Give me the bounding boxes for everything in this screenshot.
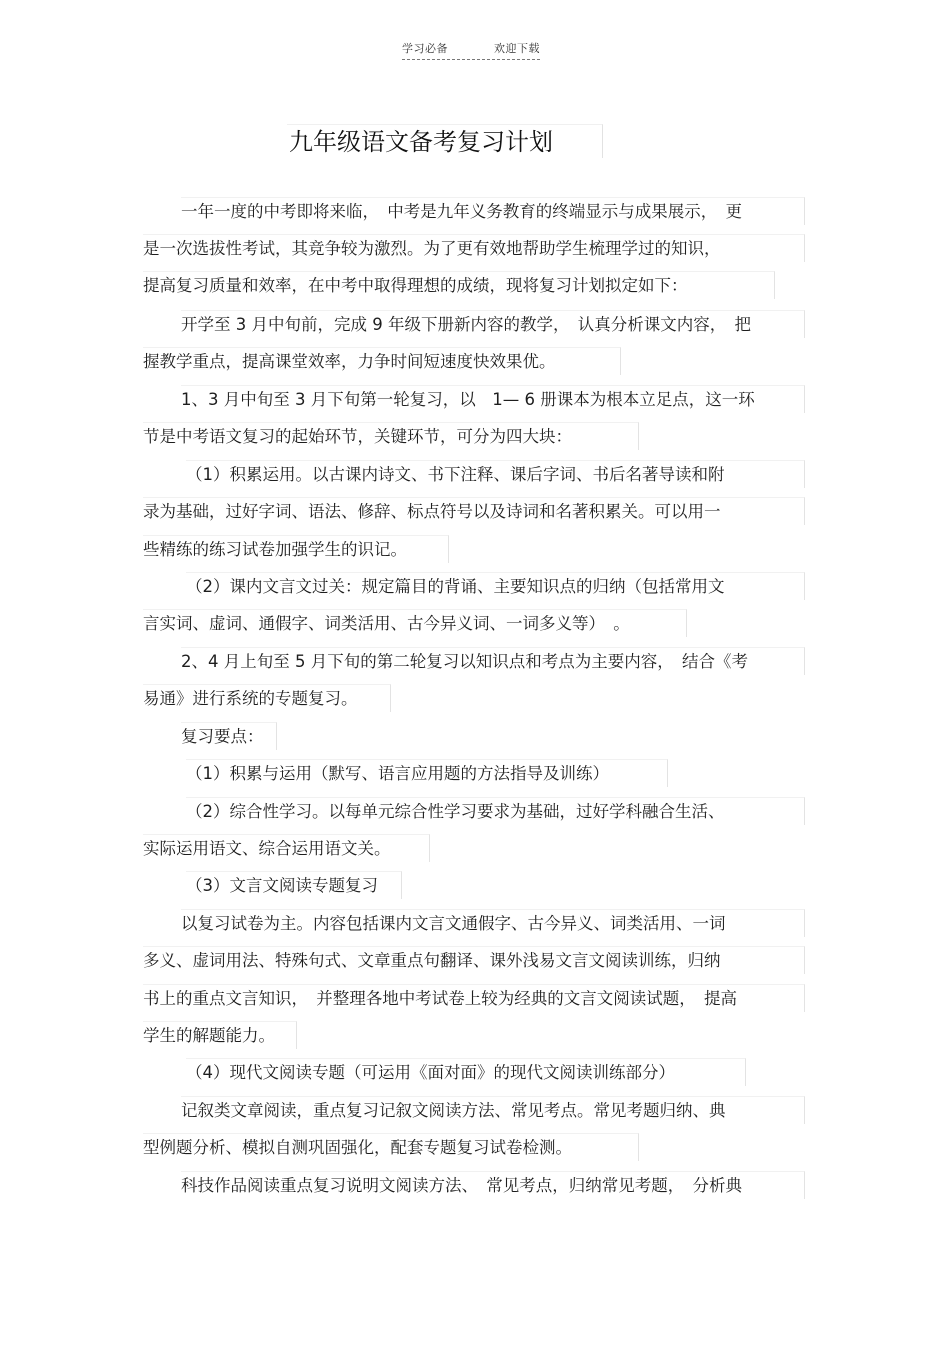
body-line: 提高复习质量和效率，在中考中取得理想的成绩，现将复习计划拟定如下： [143,271,775,299]
body-line: 开学至 3 月中旬前，完成 9 年级下册新内容的教学， 认真分析课文内容， 把 [181,310,805,338]
body-line: 一年一度的中考即将来临， 中考是九年义务教育的终端显示与成果展示， 更 [181,197,805,225]
body-line: （4）现代文阅读专题（可运用《面对面》的现代文阅读训练部分） [186,1058,746,1086]
body-line: 握教学重点，提高课堂效率，力争时间短速度快效果优。 [143,347,621,375]
body-line: （1）积累与运用（默写、语言应用题的方法指导及训练） [186,759,668,787]
body-line: 记叙类文章阅读，重点复习记叙文阅读方法、常见考点。常见考题归纳、典 [181,1096,805,1124]
header-left-text: 学习必备 [402,42,448,55]
body-line: 实际运用语文、综合运用语文关。 [143,834,430,862]
body-line: 学生的解题能力。 [143,1021,297,1049]
body-line: 复习要点： [181,722,277,750]
body-line: 型例题分析、模拟自测巩固强化，配套专题复习试卷检测。 [143,1133,639,1161]
body-line: （3）文言文阅读专题复习 [186,871,402,899]
body-line: 以复习试卷为主。内容包括课内文言文通假字、古今异义、词类活用、一词 [181,909,805,937]
body-line: 言实词、虚词、通假字、词类活用、古今异义词、一词多义等） 。 [143,609,687,637]
body-line: （1）积累运用。以古课内诗文、书下注释、课后字词、书后名著导读和附 [186,460,805,488]
body-line: 节是中考语文复习的起始环节，关键环节，可分为四大块： [143,422,639,450]
body-line: 科技作品阅读重点复习说明文阅读方法、 常见考点，归纳常见考题， 分析典 [181,1171,805,1199]
body-line: 些精练的练习试卷加强学生的识记。 [143,535,449,563]
body-line: 书上的重点文言知识， 并整理各地中考试卷上较为经典的文言文阅读试题， 提高 [143,984,805,1012]
body-line: （2）课内文言文过关：规定篇目的背诵、主要知识点的归纳（包括常用文 [186,572,805,600]
body-line: 是一次选拔性考试，其竞争较为激烈。为了更有效地帮助学生梳理学过的知识， [143,234,805,262]
body-line: （2）综合性学习。以每单元综合性学习要求为基础，过好学科融合生活、 [186,797,805,825]
body-line: 1、3 月中旬至 3 月下旬第一轮复习，以 1— 6 册课本为根本立足点，这一环 [181,385,805,413]
page-header [402,40,540,60]
header-right-text: 欢迎下载 [494,42,540,55]
document-title: 九年级语文备考复习计划 [287,124,603,158]
body-line: 录为基础，过好字词、语法、修辞、标点符号以及诗词和名著积累关。可以用一 [143,497,805,525]
body-line: 易通》进行系统的专题复习。 [143,684,391,712]
body-line: 2、4 月上旬至 5 月下旬的第二轮复习以知识点和考点为主要内容， 结合《考 [181,647,805,675]
body-line: 多义、虚词用法、特殊句式、文章重点句翻译、课外浅易文言文阅读训练，归纳 [143,946,805,974]
